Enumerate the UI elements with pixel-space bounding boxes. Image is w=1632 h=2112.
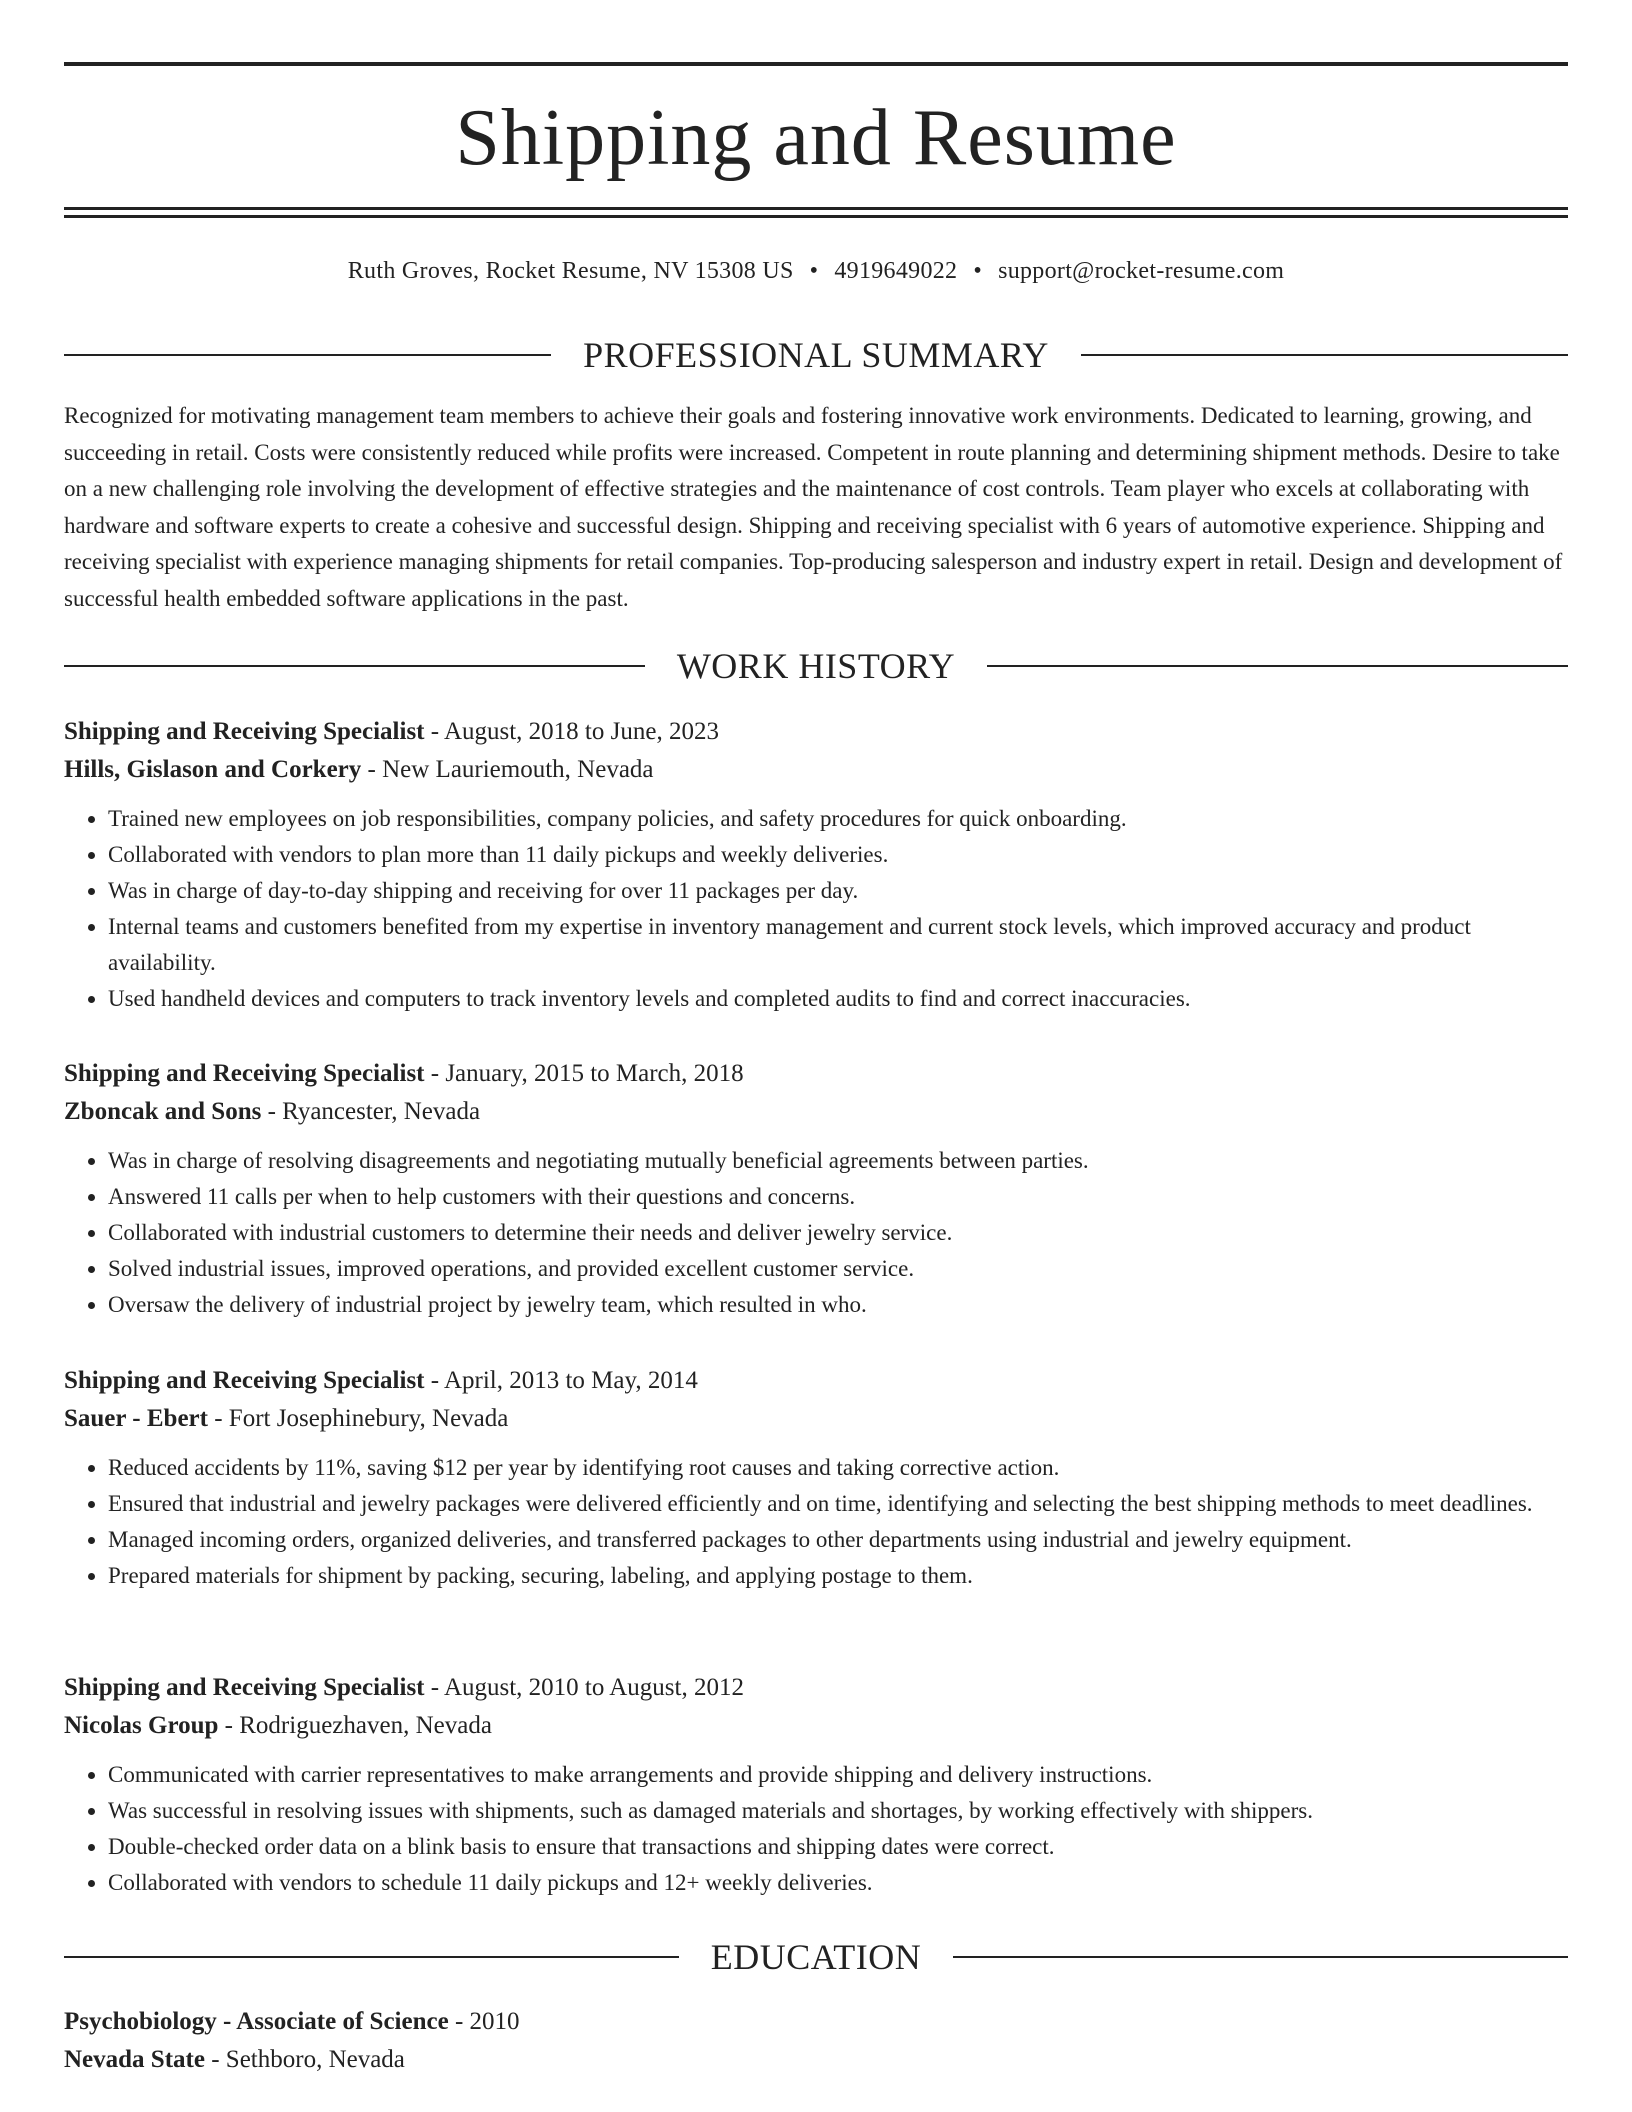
job-bullet: • Collaborated with vendors to plan more than 11 daily pickups and weekly deliveries.: [108, 837, 1568, 873]
job-bullet: • Was in charge of day-to-day shipping and receiving for over 11 packages per day.: [108, 873, 1568, 909]
contact-separator: •: [809, 258, 819, 284]
job-title: Shipping and Receiving Specialist: [64, 1367, 425, 1394]
job-bullet: • Solved industrial issues, improved operations, and provided excellent customer service.: [108, 1251, 1568, 1287]
job-company: Nicolas Group: [64, 1712, 219, 1739]
job-bullet: • Collaborated with vendors to schedule 11 daily pickups and 12+ weekly deliveries.: [108, 1865, 1568, 1901]
job-bullet: • Answered 11 calls per when to help customers with their questions and concerns.: [108, 1179, 1568, 1215]
job-location: - Fort Josephinebury, Nevada: [207, 1405, 509, 1432]
job-bullet: • Communicated with carrier representatives to make arrangements and provide shipping and delivery instructions.: [108, 1757, 1568, 1793]
education-school-line: [64, 2041, 1568, 2079]
job-location: - New Lauriemouth, Nevada: [361, 756, 654, 783]
job-company-line: [64, 1400, 1568, 1438]
job-company: Zboncak and Sons: [64, 1098, 262, 1125]
job-bullet: • Reduced accidents by 11%, saving $12 per year by identifying root causes and taking corrective action.: [108, 1450, 1568, 1486]
job-title: Shipping and Receiving Specialist: [64, 1060, 425, 1087]
job-title: Shipping and Receiving Specialist: [64, 718, 425, 745]
contact-line: [64, 254, 1568, 288]
job-bullets: [64, 801, 1568, 1017]
top-rule: [64, 62, 1568, 66]
job-bullet: • Was successful in resolving issues with shipments, such as damaged materials and shortages, by working effectively with shippers.: [108, 1793, 1568, 1829]
job-title: Shipping and Receiving Specialist: [64, 1674, 425, 1701]
job-bullet: • Prepared materials for shipment by packing, securing, labeling, and applying postage to them.: [108, 1558, 1568, 1594]
job-company: Sauer - Ebert: [64, 1405, 208, 1432]
education-location: - Sethboro, Nevada: [204, 2046, 405, 2073]
job-dates: - August, 2010 to August, 2012: [424, 1674, 744, 1701]
contact-email: support@rocket-resume.com: [998, 258, 1285, 284]
heading-rule-left: [64, 665, 645, 667]
job-bullets: [64, 1143, 1568, 1323]
job-company-line: [64, 1707, 1568, 1745]
heading-rule-right: [987, 665, 1568, 667]
job-title-line: [64, 1362, 1568, 1400]
resume-title: Shipping and Resume: [455, 94, 1177, 182]
contact-address: Ruth Groves, Rocket Resume, NV 15308 US: [347, 258, 794, 284]
job-dates: - January, 2015 to March, 2018: [424, 1060, 744, 1087]
job-dates: - April, 2013 to May, 2014: [424, 1367, 698, 1394]
job-bullet: • Ensured that industrial and jewelry packages were delivered efficiently and on time, identifying and selecting the best shipping methods to meet deadlines.: [108, 1486, 1568, 1522]
job-bullet: • Oversaw the delivery of industrial project by jewelry team, which resulted in who.: [108, 1287, 1568, 1323]
job-bullet: • Collaborated with industrial customers to determine their needs and deliver jewelry service.: [108, 1215, 1568, 1251]
job-title-line: [64, 1669, 1568, 1707]
education-heading-label: EDUCATION: [710, 1937, 922, 1977]
heading-rule-right: [1081, 354, 1568, 356]
job-entry: [64, 713, 1568, 1017]
heading-rule-right: [953, 1956, 1568, 1958]
job-location: - Rodriguezhaven, Nevada: [218, 1712, 492, 1739]
job-title-line: [64, 1055, 1568, 1093]
job-company-line: [64, 751, 1568, 789]
title-double-rule-bottom: [64, 215, 1568, 218]
job-entry: [64, 1055, 1568, 1323]
heading-rule-left: [64, 354, 551, 356]
summary-text: Recognized for motivating management team members to achieve their goals and fostering innovative work environments. Dedicated to learning, growing, and succeeding in retail. Costs were consistently reduced while profits were increased. Competent in route planning and determining shipment methods. Desire to take on a new challenging role involving the development of effective strategies and the maintenance of cost controls. Team player who excels at collaborating with hardware and software experts to create a cohesive and successful design. Shipping and receiving specialist with 6 years of automotive experience. Shipping and receiving specialist with experience managing shipments for retail companies. Top-producing salesperson and industry expert in retail. Design and development of successful health embedded software applications in the past.: [64, 403, 1563, 611]
job-location: - Ryancester, Nevada: [261, 1098, 481, 1125]
heading-rule-left: [64, 1956, 679, 1958]
education-heading: [64, 1935, 1568, 1979]
job-company-line: [64, 1093, 1568, 1131]
job-company: Hills, Gislason and Corkery: [64, 756, 362, 783]
job-bullets: [64, 1757, 1568, 1901]
job-bullet: • Double-checked order data on a blink basis to ensure that transactions and shipping dates were correct.: [108, 1829, 1568, 1865]
summary-heading: [64, 333, 1568, 377]
job-title-line: [64, 713, 1568, 751]
job-dates: - August, 2018 to June, 2023: [424, 718, 719, 745]
education-entry: [64, 2003, 1568, 2079]
job-bullet: • Was in charge of resolving disagreements and negotiating mutually beneficial agreements between parties.: [108, 1143, 1568, 1179]
job-bullet: • Managed incoming orders, organized deliveries, and transferred packages to other departments using industrial and jewelry equipment.: [108, 1522, 1568, 1558]
work-history-heading-label: WORK HISTORY: [676, 646, 956, 686]
education-degree-line: [64, 2003, 1568, 2041]
job-bullet: • Used handheld devices and computers to track inventory levels and completed audits to find and correct inaccuracies.: [108, 981, 1568, 1017]
job-bullets: [64, 1450, 1568, 1594]
title-double-rule-top: [64, 207, 1568, 210]
job-entry: [64, 1362, 1568, 1594]
work-history-heading: [64, 644, 1568, 688]
contact-separator: •: [973, 258, 983, 284]
job-bullet: • Internal teams and customers benefited from my expertise in inventory management and current stock levels, which improved accuracy and product availability.: [108, 909, 1568, 981]
education-degree: Psychobiology - Associate of Science: [64, 2008, 449, 2035]
education-year: - 2010: [448, 2008, 520, 2035]
summary-heading-label: PROFESSIONAL SUMMARY: [583, 335, 1049, 375]
job-entry: [64, 1669, 1568, 1901]
education-school: Nevada State: [64, 2046, 205, 2073]
job-bullet: • Trained new employees on job responsibilities, company policies, and safety procedures for quick onboarding.: [108, 801, 1568, 837]
contact-phone: 4919649022: [834, 258, 958, 284]
